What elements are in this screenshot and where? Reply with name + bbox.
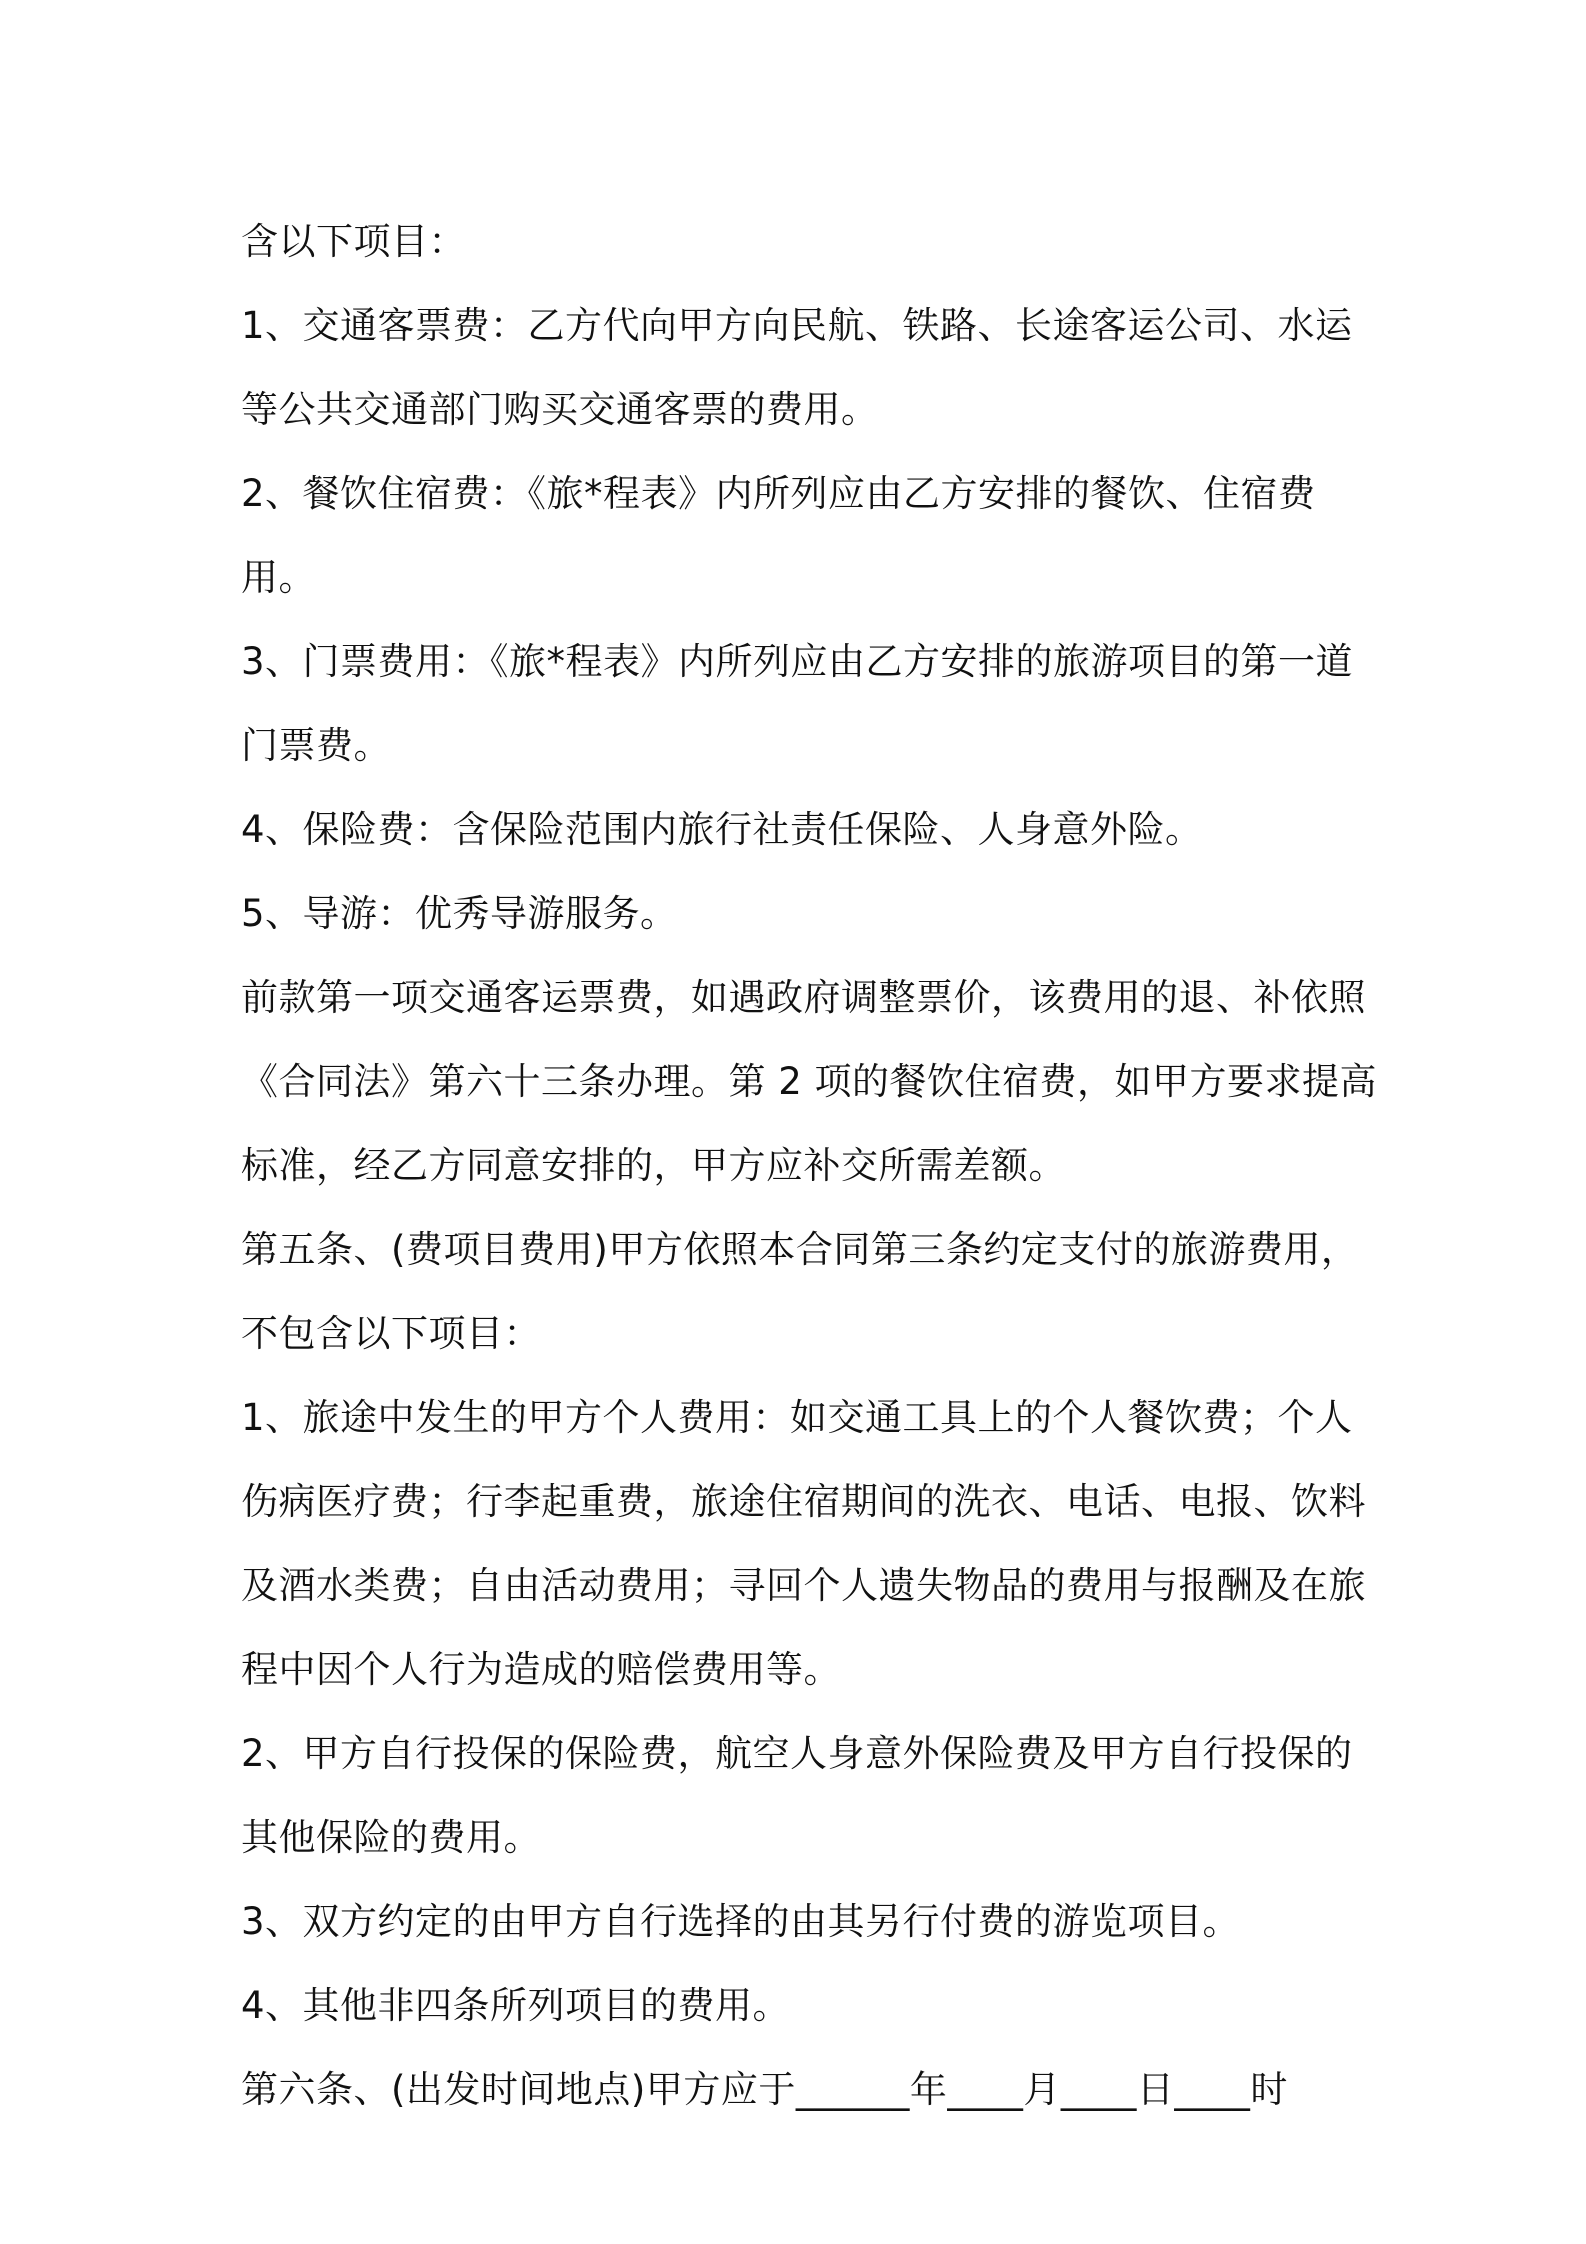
text-line: 2、甲方自行投保的保险费，航空人身意外保险费及甲方自行投保的	[241, 1732, 1353, 1775]
text-line: 5、导游：优秀导游服务。	[241, 892, 678, 935]
text-line: 标准，经乙方同意安排的，甲方应补交所需差额。	[241, 1144, 1066, 1187]
text-line: 程中因个人行为造成的赔偿费用等。	[241, 1648, 841, 1691]
text-line: 前款第一项交通客运票费，如遇政府调整票价，该费用的退、补依照	[241, 976, 1366, 1019]
text-line: 伤病医疗费；行李起重费，旅途住宿期间的洗衣、电话、电报、饮料	[241, 1480, 1366, 1523]
text-line: 及酒水类费；自由活动费用；寻回个人遗失物品的费用与报酬及在旅	[241, 1564, 1366, 1607]
text-line: 1、旅途中发生的甲方个人费用：如交通工具上的个人餐饮费；个人	[241, 1396, 1353, 1439]
document-body	[241, 200, 1381, 2132]
text-line: 等公共交通部门购买交通客票的费用。	[241, 388, 879, 431]
text-line: 2、餐饮住宿费：《旅*程表》内所列应由乙方安排的餐饮、住宿费用。	[241, 472, 1316, 599]
text-line: 3、门票费用：《旅*程表》内所列应由乙方安排的旅游项目的第一道	[241, 640, 1354, 683]
text-line: 含以下项目：	[241, 220, 466, 263]
text-line: 第五条、(费项目费用)甲方依照本合同第三条约定支付的旅游费用，	[241, 1228, 1359, 1271]
text-line: 1、交通客票费：乙方代向甲方向民航、铁路、长途客运公司、水运	[241, 304, 1353, 347]
text-line: 4、保险费：含保险范围内旅行社责任保险、人身意外险。	[241, 808, 1203, 851]
text-line: 4、其他非四条所列项目的费用。	[241, 1984, 791, 2027]
text-line: 3、双方约定的由甲方自行选择的由其另行付费的游览项目。	[241, 1900, 1241, 1943]
text-line: 不包含以下项目：	[241, 1312, 541, 1355]
text-line: 《合同法》第六十三条办理。第 2 项的餐饮住宿费，如甲方要求提高	[241, 1060, 1378, 1103]
text-line: 第六条、(出发时间地点)甲方应于______年____月____日____时	[241, 2068, 1288, 2111]
text-line: 门票费。	[241, 724, 391, 767]
text-line: 其他保险的费用。	[241, 1816, 541, 1859]
